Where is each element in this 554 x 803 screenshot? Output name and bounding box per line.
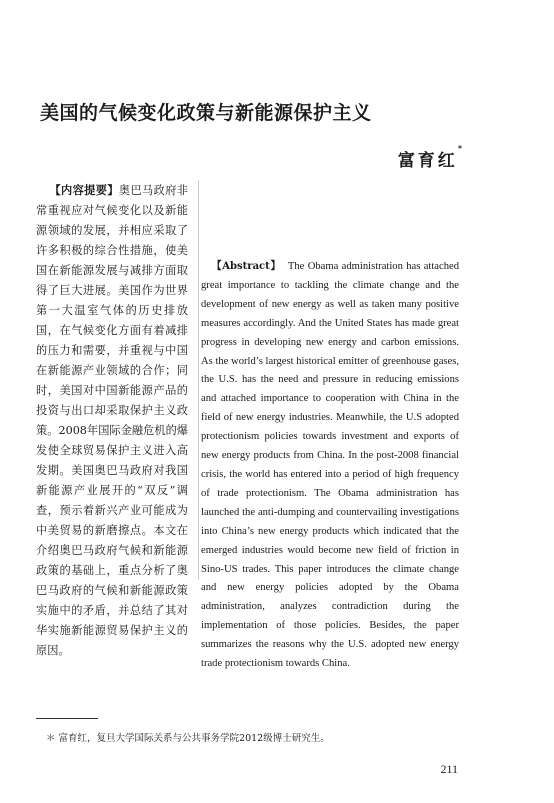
abstract-english-body: The Obama administration has attached great importance to tackling the climate change and the development of new energy as well as taken many positive measures accordingly. And the United States has made great progress in developing new energy and carbon emissions. As the world’s largest historical emitter of greenhouse gases, the U.S. has the need and pressure in reducing emissions and attached importance to cooperation with China in the field of new energy industries. Meanwhile, the U.S adopted protectionism policies towards investment and exports of new energy products from China. In the post-2008 financial crisis, the world has entered into a period of high frequency of trade protectionism. The Obama administration has launched the anti-dumping and countervailing investigations into China’s new energy products which indicated that the emerged industries would become new field of friction in Sino-US trades. This paper introduces the climate change and new energy policies adopted by the Obama administration, analyzes contradiction during the implementation of those policies. Besides, the paper summarizes the reasons why the U.S. adopted new energy trade protectionism towards China.: [201, 261, 460, 670]
abstract-english-label: 【Abstract】: [211, 261, 282, 272]
abstract-english: [201, 258, 459, 674]
author-name: [397, 143, 462, 171]
author-name-text: 富育红: [397, 151, 458, 171]
abstract-chinese: [36, 180, 188, 661]
author-footnote-mark: *: [457, 143, 462, 153]
abstract-chinese-label: 【内容提要】: [49, 183, 119, 197]
footnote-rule: [36, 718, 98, 719]
column-divider: [198, 180, 199, 580]
article-title: 美国的气候变化政策与新能源保护主义: [40, 102, 372, 124]
author-footnote: ＊ 富育红，复旦大学国际关系与公共事务学院2012级博士研究生。: [46, 733, 330, 744]
abstract-chinese-body: 奥巴马政府非常重视应对气候变化以及新能源领域的发展，并相应采取了许多积极的综合性措施，使美国在新能源发展与减排方面取得了巨大进展。美国作为世界第一大温室气体的历史排放国，在气候变化方面有着减排的压力和需要，并重视与中国在新能源产业领域的合作；同时，美国对中国新能源产品的投资与出口却采取保护主义政策。2008年国际金融危机的爆发使全球贸易保护主义进入高发期。美国奥巴马政府对我国新能源产业展开的“双反”调查，预示着新兴产业可能成为中美贸易的新磨擦点。本文在介绍奥巴马政府气候和新能源政策的基础上，重点分析了奥巴马政府的气候和新能源政策实施中的矛盾，并总结了其对华实施新能源贸易保护主义的原因。: [36, 184, 188, 657]
page-number: 211: [440, 762, 458, 776]
